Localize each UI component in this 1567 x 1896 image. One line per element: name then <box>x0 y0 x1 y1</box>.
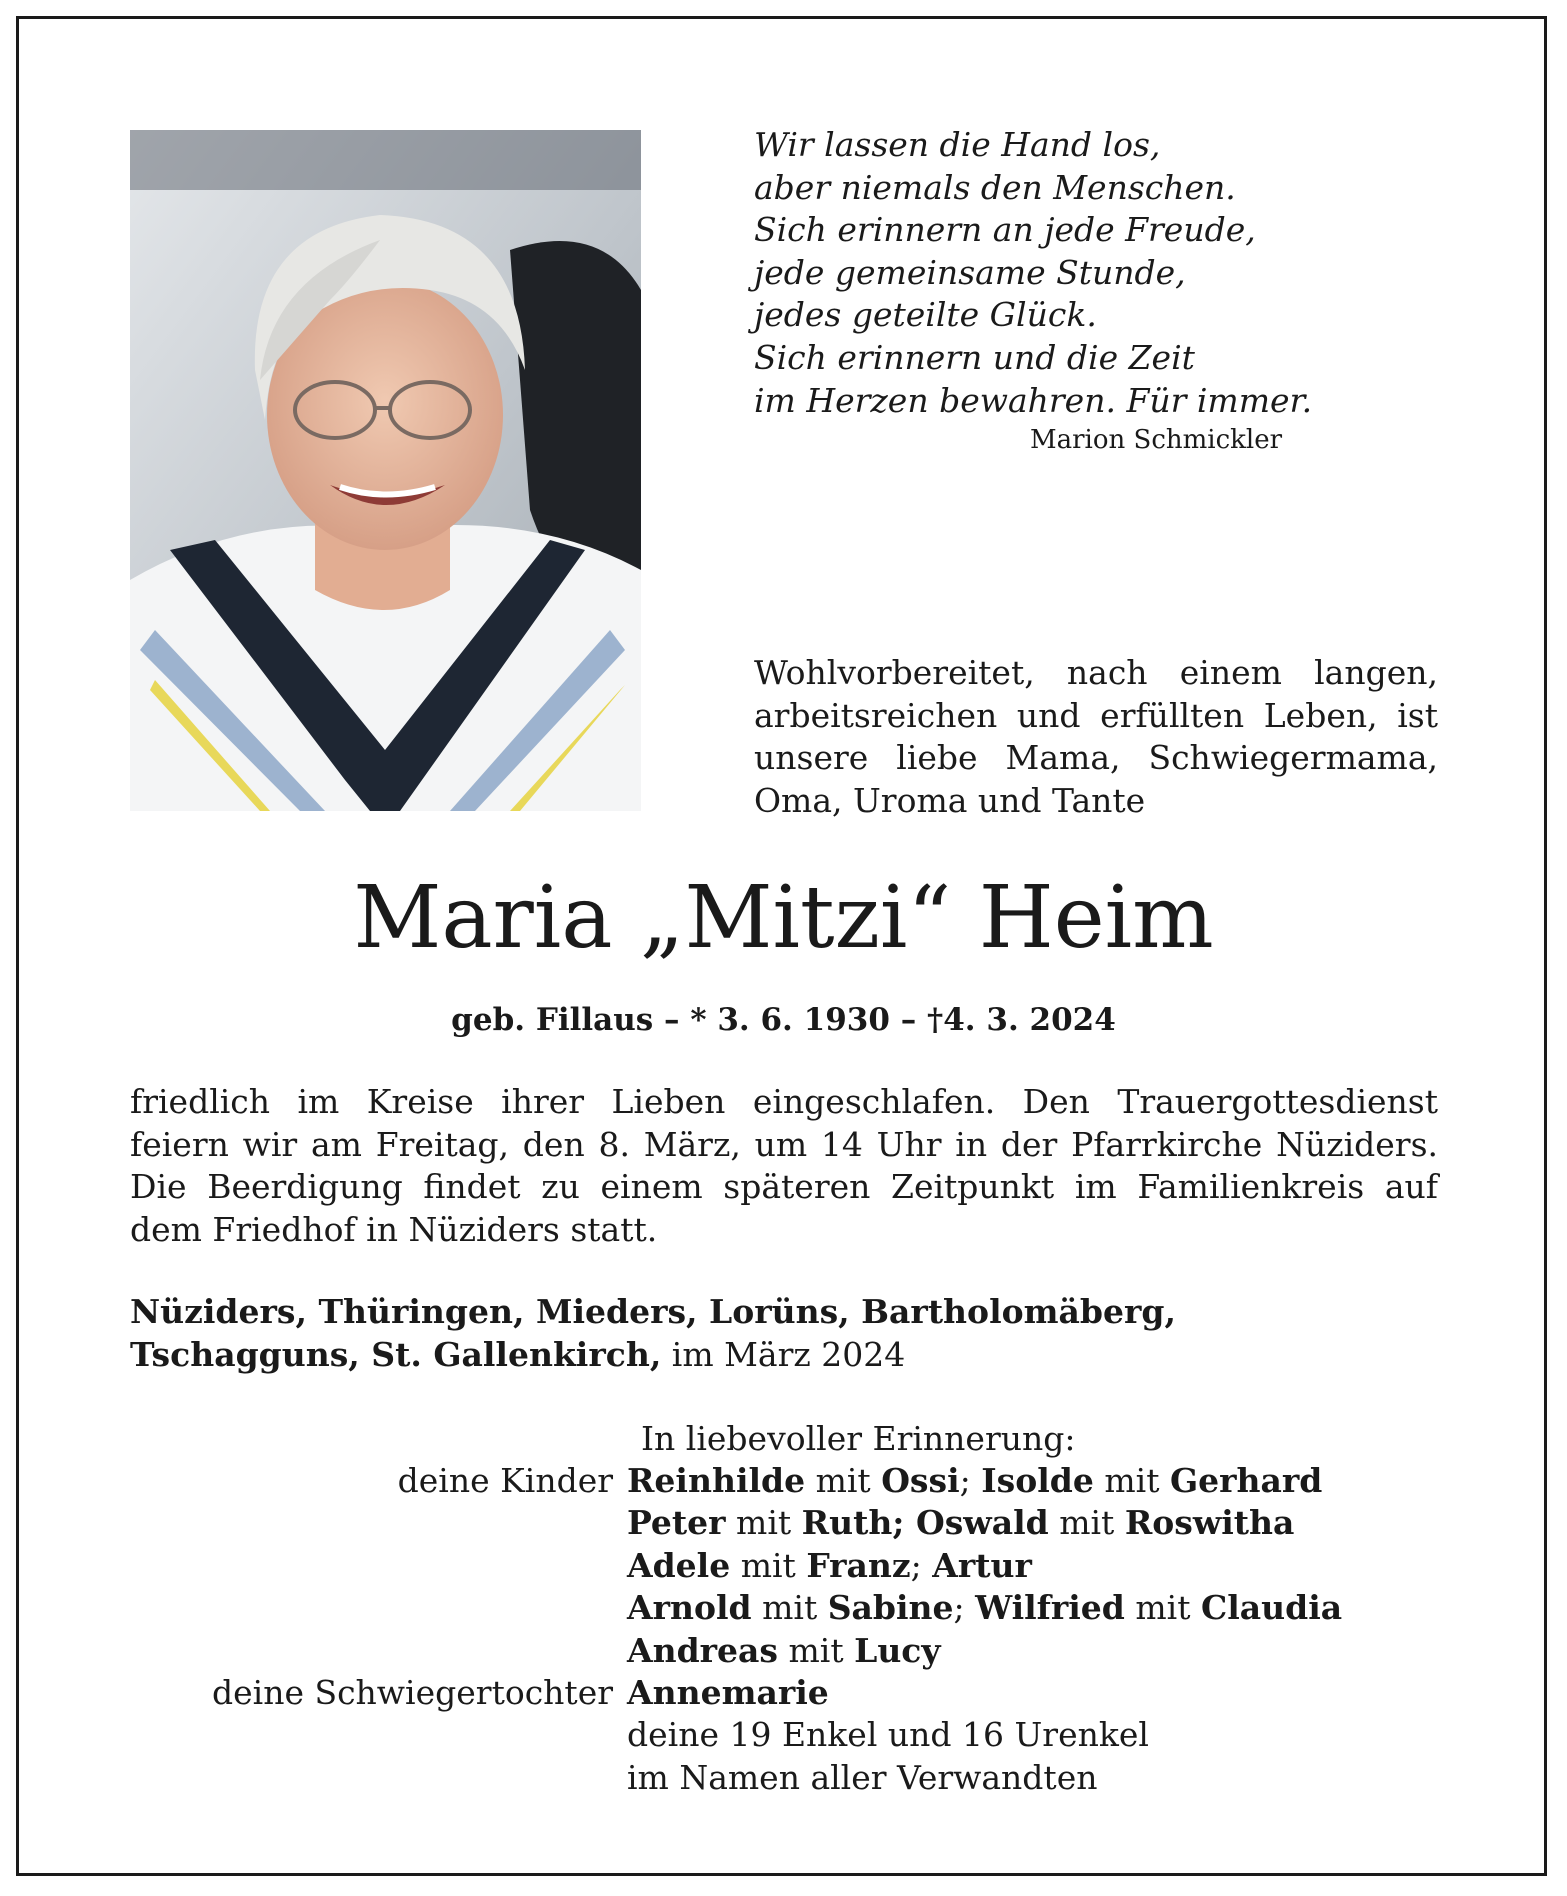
poem-line: aber niemals den Menschen. <box>754 167 1236 207</box>
child-name: Peter <box>627 1503 726 1543</box>
connector-text: ; <box>910 1545 933 1585</box>
child-name: Artur <box>932 1545 1032 1585</box>
child-name: Reinhilde <box>627 1461 806 1500</box>
places-line-1: Nüziders, Thüringen, Mieders, Lorüns, Bartholomäberg, <box>130 1292 1176 1331</box>
child-name: Wilfried <box>975 1588 1125 1628</box>
connector-text: ; <box>953 1588 976 1628</box>
children-line <box>627 1502 1430 1544</box>
announcement-line: Die Beerdigung findet zu einem späteren Zeitpunkt im Familienkreis auf <box>130 1167 1438 1206</box>
child-name: Sabine <box>827 1588 954 1628</box>
connector-text: mit <box>1124 1588 1201 1628</box>
relatives-line: im Namen aller Verwandten <box>627 1757 1098 1797</box>
daughter-in-law-label: deine Schwiegertochter <box>211 1673 613 1713</box>
daughter-in-law-name: Annemarie <box>627 1673 829 1713</box>
family-row <box>130 1757 1430 1799</box>
child-name: Claudia <box>1200 1588 1343 1628</box>
connector-text: mit <box>730 1545 807 1585</box>
date-line: im März 2024 <box>661 1335 906 1374</box>
child-name: Arnold <box>627 1588 752 1628</box>
life-dates: geb. Fillaus – * 3. 6. 1930 – †4. 3. 2024 <box>451 1002 1116 1038</box>
family-row <box>130 1460 1430 1502</box>
family-row <box>130 1630 1430 1672</box>
poem <box>754 124 1313 422</box>
places-and-date <box>130 1290 1176 1376</box>
family-list <box>130 1460 1430 1799</box>
poem-line: Sich erinnern an jede Freude, <box>754 210 1256 250</box>
connector-text: mit <box>805 1461 882 1500</box>
intro-line: unsere liebe Mama, Schwiegermama, <box>754 738 1438 777</box>
connector-text: mit <box>725 1503 802 1543</box>
connector-text: mit <box>751 1588 828 1628</box>
child-name: Lucy <box>854 1630 941 1670</box>
children-line <box>627 1630 1430 1672</box>
poem-line: Sich erinnern und die Zeit <box>754 337 1195 377</box>
intro-line: arbeitsreichen und erfüllten Leben, ist <box>754 695 1438 735</box>
connector-text: mit <box>1093 1461 1170 1500</box>
poem-line: jede gemeinsame Stunde, <box>754 252 1186 292</box>
announcement-line: feiern wir am Freitag, den 8. März, um 14 Uhr in der Pfarrkirche Nüziders. <box>130 1124 1438 1164</box>
poem-author: Marion Schmickler <box>1030 425 1283 455</box>
connector-text: mit <box>1048 1503 1125 1543</box>
announcement-line: dem Friedhof in Nüziders statt. <box>130 1209 658 1249</box>
child-name: Ossi <box>881 1461 960 1500</box>
family-row <box>130 1714 1430 1756</box>
intro-text <box>754 652 1438 822</box>
child-name: Ruth; Oswald <box>801 1503 1049 1543</box>
announcement-line: friedlich im Kreise ihrer Lieben eingeschlafen. Den Trauergottesdienst <box>130 1082 1438 1121</box>
places-line-2: Tschagguns, St. Gallenkirch, <box>130 1335 662 1374</box>
children-line <box>627 1545 1430 1587</box>
family-row <box>130 1672 1430 1714</box>
child-name: Isolde <box>981 1461 1094 1500</box>
child-name: Franz <box>806 1545 911 1585</box>
poem-line: jedes geteilte Glück. <box>754 295 1097 335</box>
child-name: Gerhard <box>1169 1461 1323 1500</box>
deceased-name: Maria „Mitzi“ Heim <box>353 868 1214 968</box>
connector-text: mit <box>778 1630 855 1670</box>
grandchildren-line: deine 19 Enkel und 16 Urenkel <box>627 1715 1149 1755</box>
connector-text: ; <box>959 1461 982 1500</box>
child-name: Roswitha <box>1124 1503 1295 1543</box>
family-row <box>130 1587 1430 1629</box>
intro-line: Wohlvorbereitet, nach einem langen, <box>754 653 1438 692</box>
child-name: Adele <box>627 1545 731 1585</box>
children-line <box>627 1587 1430 1629</box>
poem-line: im Herzen bewahren. Für immer. <box>754 380 1313 420</box>
child-name: Andreas <box>627 1630 779 1670</box>
children-label: deine Kinder <box>397 1461 613 1500</box>
family-row <box>130 1545 1430 1587</box>
poem-line: Wir lassen die Hand los, <box>754 125 1161 164</box>
children-line <box>627 1460 1430 1502</box>
intro-line: Oma, Uroma und Tante <box>754 780 1146 820</box>
memory-heading: In liebevoller Erinnerung: <box>641 1419 1076 1458</box>
announcement-text <box>130 1081 1438 1251</box>
family-row <box>130 1502 1430 1544</box>
portrait-photo <box>130 130 641 811</box>
